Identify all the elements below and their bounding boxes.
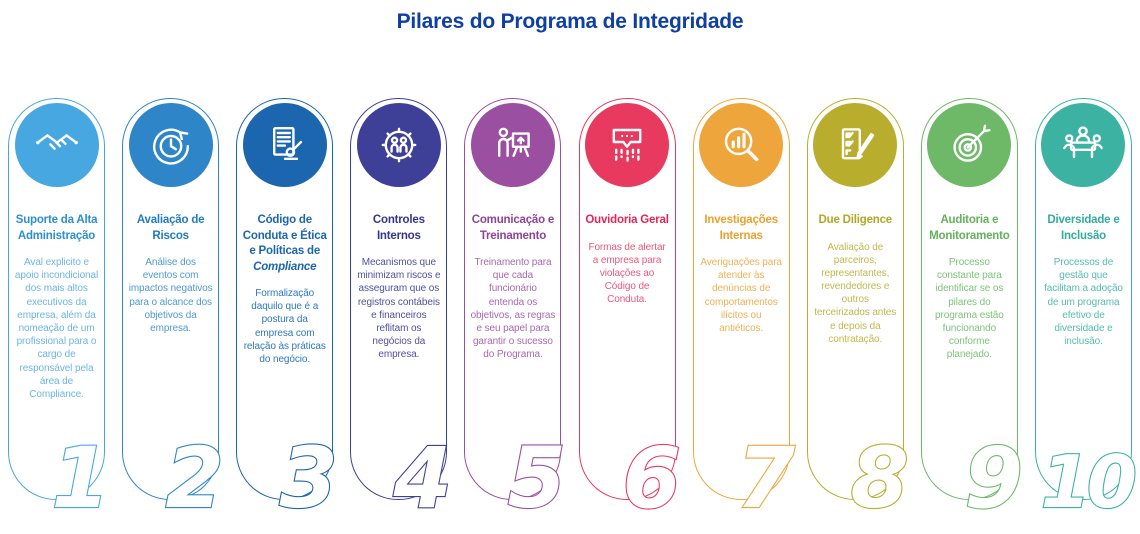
icon-circle xyxy=(585,103,669,187)
svg-text:7: 7 xyxy=(736,429,791,525)
svg-text:10: 10 xyxy=(1040,440,1133,524)
svg-text:1: 1 xyxy=(51,429,106,525)
pillar-description: Formalização daquilo que é a postura da empresa com relação às práticas do negócio. xyxy=(243,288,326,365)
icon-circle xyxy=(699,103,783,187)
svg-text:9: 9 xyxy=(964,429,1019,525)
pillar-number xyxy=(691,419,797,525)
pillar-title: Código de Conduta e Ética e Políticas de Compliance xyxy=(242,214,327,273)
integrity-program-infographic xyxy=(0,10,1140,525)
pillar-number xyxy=(1033,419,1139,525)
svg-text:3: 3 xyxy=(279,429,335,525)
pillar-title: Due Diligence xyxy=(818,214,892,226)
svg-text:8: 8 xyxy=(850,429,905,525)
pillar-description: Análise dos eventos com impactos negativos para o alcance dos objetivos da empresa. xyxy=(128,257,213,334)
pillar-description: Mecanismos que minimizam riscos e asseguram que os registros contábeis e financeiros reflitam os negócios da empresa. xyxy=(357,257,441,361)
clock-refresh-icon xyxy=(147,121,195,169)
document-stamp-icon xyxy=(261,121,309,169)
pillar-card-5 xyxy=(464,98,563,525)
icon-circle xyxy=(357,103,441,187)
pillar-number xyxy=(348,419,454,525)
handshake-icon xyxy=(33,121,81,169)
pillar-number xyxy=(805,419,911,525)
pillar-title: Ouvidoria Geral xyxy=(585,214,669,226)
pillar-card-2 xyxy=(122,98,221,525)
people-table-icon xyxy=(1059,121,1107,169)
pillar-title: Comunicação e Treinamento xyxy=(471,214,555,242)
pillar-title: Investigações Internas xyxy=(704,214,778,242)
icon-circle xyxy=(927,103,1011,187)
pillar-description: Aval explicito e apoio incondicional dos mais altos executivos da empresa, além da nomeação de um profissional para o cargo de responsável pela área de Compliance. xyxy=(14,257,99,400)
presentation-training-icon xyxy=(489,121,537,169)
pillars-row xyxy=(8,98,1133,525)
icon-circle xyxy=(471,103,555,187)
target-dart-icon xyxy=(945,121,993,169)
pillar-description: Treinamento para que cada funcionário entenda os objetivos, as regras e seu papel para garantir o sucesso do Programa. xyxy=(470,257,556,361)
pillar-number xyxy=(919,419,1025,525)
icon-circle xyxy=(129,103,213,187)
feedback-bubble-icon xyxy=(603,121,651,169)
icon-circle xyxy=(243,103,327,187)
pillar-description: Averiguações para atender às denúncias de comportamentos ilícitos ou antiéticos. xyxy=(700,257,782,334)
pillar-card-10 xyxy=(1035,98,1133,524)
pillar-title: Avaliação de Riscos xyxy=(136,214,205,242)
pillar-number xyxy=(462,419,568,525)
pillar-number xyxy=(6,419,112,525)
pillar-card-6 xyxy=(579,98,677,525)
pillar-description: Processo constante para identificar se os pilares do programa estão funcionando conforme planejado. xyxy=(935,257,1004,361)
svg-text:4: 4 xyxy=(393,429,449,525)
page-title: Pilares do Programa de Integridade xyxy=(396,10,744,33)
pillar-number xyxy=(120,419,226,525)
pillar-title: Diversidade e Inclusão xyxy=(1047,214,1120,242)
pillar-card-7 xyxy=(693,98,791,525)
icon-circle xyxy=(813,103,897,187)
pillar-title: Controles Internos xyxy=(372,214,425,242)
pillar-card-8 xyxy=(807,98,905,525)
pillar-number xyxy=(234,419,340,525)
icon-circle xyxy=(1041,103,1125,187)
pillar-description: Processos de gestão que facilitam a adoção de um programa efetivo de diversidade e inclusão. xyxy=(1044,257,1123,348)
pillar-title: Suporte da Alta Administração xyxy=(15,214,98,242)
pillar-title: Auditoria e Monitoramento xyxy=(929,214,1010,242)
pillar-card-3 xyxy=(236,98,335,525)
pillar-card-1 xyxy=(8,98,106,525)
pillar-description: Avaliação de parceiros, representantes, revendedores e outros terceirizados antes e depois da contratação. xyxy=(814,241,897,345)
pillar-card-9 xyxy=(921,98,1019,525)
checklist-pencil-icon xyxy=(831,121,879,169)
magnifier-chart-icon xyxy=(717,121,765,169)
pillar-description: Formas de alertar a empresa para violações ao Código de Conduta. xyxy=(588,241,666,306)
pillar-number xyxy=(577,419,683,525)
svg-text:2: 2 xyxy=(165,429,221,525)
pillar-title-italic: Compliance xyxy=(253,260,317,273)
icon-circle xyxy=(15,103,99,187)
svg-text:5: 5 xyxy=(507,429,563,525)
gear-people-icon xyxy=(375,121,423,169)
svg-text:6: 6 xyxy=(622,429,677,525)
pillar-card-4 xyxy=(350,98,449,525)
